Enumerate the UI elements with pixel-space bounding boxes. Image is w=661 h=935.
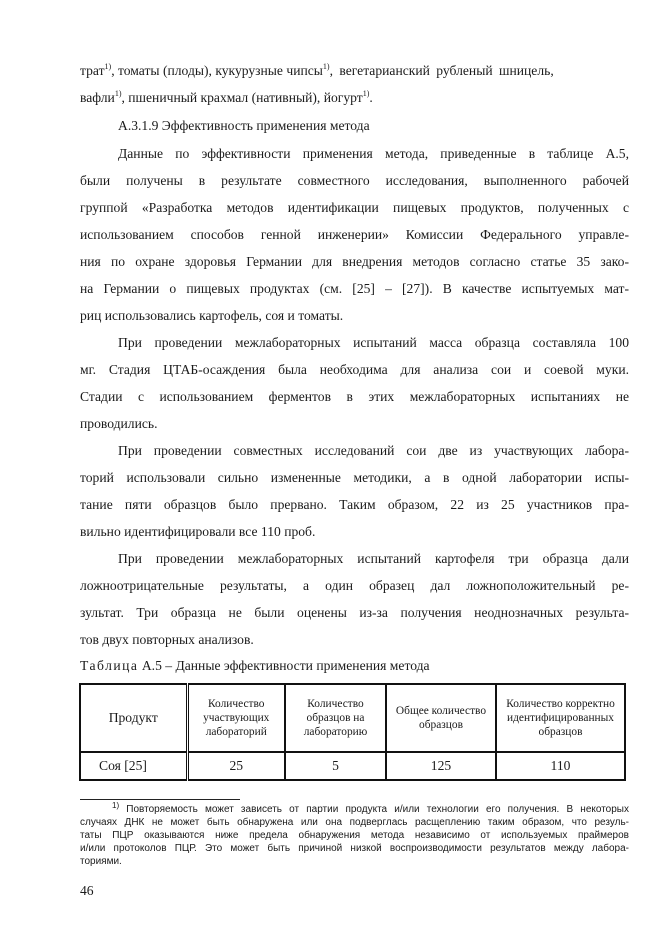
text-line: группой «Разработка методов идентификации пищевых продуктов, полученных с [80,200,629,215]
footnote-line: случаях ДНК не может быть обнаружена или она подверглась расщеплению таким образом, что резуль- [80,817,629,828]
header-cell: Общее количество образцов [386,684,496,752]
text-line: на Германии о пищевых продуктах (см. [25] – [27]). В качестве испытуемых мат- [80,281,629,296]
table-cell: 5 [285,752,386,780]
header-cell: Количество участвующих лабораторий [187,684,285,752]
table-cell: 25 [187,752,285,780]
table-caption [80,657,430,675]
text-line: Данные по эффективности применения метода, приведенные в таблице А.5, [118,146,629,161]
text-line: Стадии с использованием ферментов в этих межлабораторных испытаниях не [80,389,629,404]
footnote-line: таты ПЦР оказываются ниже предела обнаружения метода независимо от используемых праймеров [80,830,629,841]
text-line: вильно идентифицировали все 110 проб. [80,524,316,539]
text-line: вафли$^{1)}$, пшеничный крахмал (нативный), йогурт$^{1)}$. [80,89,373,105]
text-line: ния по охране здоровья Германии для внедрения методов согласно статье 35 зако- [80,254,629,269]
text-line: проводились. [80,416,158,431]
footnote-line: ториями. [80,856,122,867]
table-cell: 110 [496,752,625,780]
footnote-divider [80,799,240,800]
text-line: использованием способов генной инженерии» Комиссии Федерального управле- [80,227,629,242]
results-table [79,683,626,781]
text-line: тов двух повторных анализов. [80,632,254,647]
table-caption-text: А.5 – Данные эффективности применения метода [138,658,430,673]
text-line: тание пяти образцов было прервано. Таким образом, 22 из 25 участников пра- [80,497,629,512]
text-line: были получены в результате совместного исследования, выполненного рабочей [80,173,629,188]
text-line: ложноотрицательные результаты, а один образец дал ложноположительный ре- [80,578,629,593]
section-heading: А.3.1.9 Эффективность применения метода [118,118,370,133]
table-row [80,752,625,780]
footnote-line: $^{1)}$ Повторяемость может зависеть от партии продукта и/или технологии его получения. В некоторых [112,801,629,815]
text-line: мг. Стадия ЦТАБ-осаждения была необходима для анализа сои и соевой муки. [80,362,629,377]
text-line: торий использовали сильно измененные методики, а в одной лаборатории испы- [80,470,629,485]
text-line: трат$^{1)}$, томаты (плоды), кукурузные чипсы$^{1)}$, вегетарианский рубленый шницель, [80,62,554,78]
header-cell: Продукт [80,684,187,752]
text-line: зультат. Три образца не были оценены из-за получения неоднозначных результа- [80,605,629,620]
text-line: При проведении межлабораторных испытаний картофеля три образца дали [118,551,629,566]
footnote-line: и/или протоколов ПЦР. Это может быть причиной низкой воспроизводимости результатов между лабора- [80,843,629,854]
table-header-row [80,684,625,752]
text-line: риц использовались картофель, соя и томаты. [80,308,344,323]
header-cell: Количество образцов на лабораторию [285,684,386,752]
text-line: При проведении совместных исследований сои две из участвующих лабора- [118,443,629,458]
table-cell: Соя [25] [80,752,187,780]
table-caption-label: Таблица [80,658,139,673]
table-cell: 125 [386,752,496,780]
header-cell: Количество корректно идентифицированных образцов [496,684,625,752]
page-number: 46 [80,883,94,898]
text-line: При проведении межлабораторных испытаний масса образца составляла 100 [118,335,629,350]
